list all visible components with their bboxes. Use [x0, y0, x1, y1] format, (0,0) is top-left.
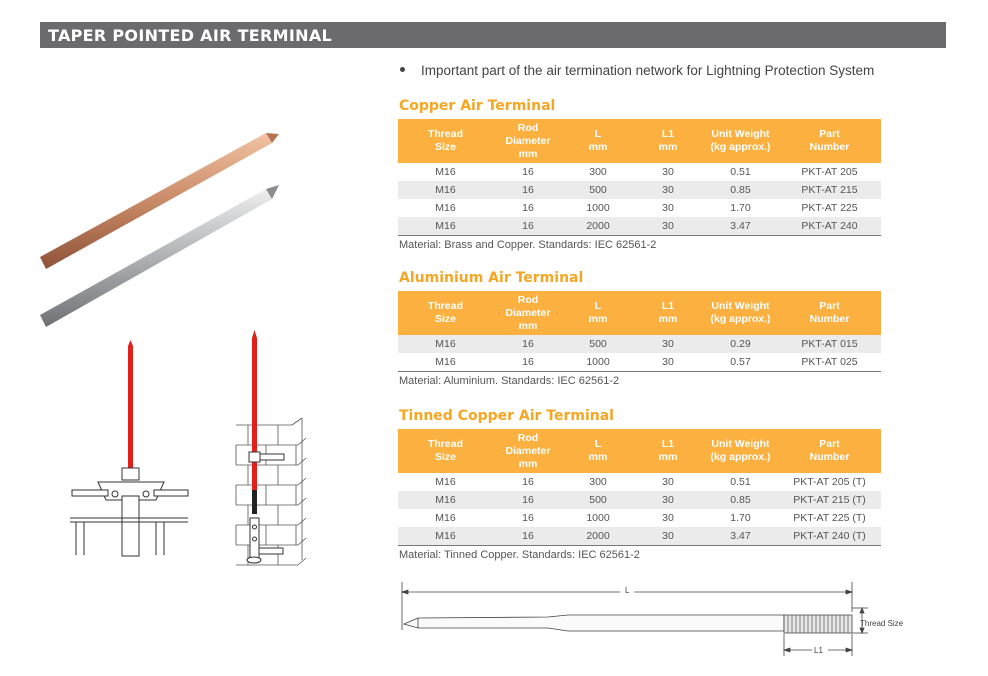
table-row: M16 16 500 30 0.29 PKT-AT 015	[398, 335, 881, 353]
table-row: M16 16 1000 30 1.70 PKT-AT 225	[435, 202, 858, 214]
dimension-label-l: L	[625, 586, 630, 595]
page-title: TAPER POINTED AIR TERMINAL	[48, 26, 333, 45]
material-note-aluminium: Material: Aluminium. Standards: IEC 62561-2	[399, 375, 620, 387]
col-header-thread: Thread Size	[398, 119, 493, 163]
table-row: M16 16 500 30 0.85 PKT-AT 215 (T)	[398, 491, 881, 509]
dimension-diagram	[398, 580, 918, 665]
aluminium-rod	[40, 185, 279, 327]
aluminium-spec-table	[398, 291, 881, 372]
table-row: M16 16 300 30 0.51 PKT-AT 205 (T)	[435, 476, 866, 488]
table-row: M16 16 500 30 0.85 PKT-AT 215	[398, 181, 881, 199]
col-header-rod: Rod Diameter mm	[493, 119, 563, 163]
tinned-spec-table	[398, 429, 881, 546]
bullet-dot-icon	[400, 67, 405, 72]
rods-illustration	[30, 125, 290, 335]
table-row: M16 16 2000 30 3.47 PKT-AT 240 (T)	[398, 527, 881, 546]
intro-text: Important part of the air termination network for Lightning Protection System	[421, 63, 875, 78]
material-note-tinned: Material: Tinned Copper. Standards: IEC 62561-2	[399, 549, 640, 561]
col-header-l: L mm	[563, 119, 633, 163]
mounting-illustration-flat	[70, 340, 190, 560]
table-header-row	[398, 119, 881, 163]
dimension-label-l1: L1	[814, 646, 823, 655]
dimension-label-thread: Thread Size	[860, 619, 904, 628]
intro-bullet	[400, 63, 874, 78]
section-title-copper: Copper Air Terminal	[399, 98, 556, 114]
page-header-bar	[40, 22, 946, 48]
copper-spec-table	[398, 119, 881, 236]
table-row: M16 16 1000 30 0.57 PKT-AT 025	[398, 353, 881, 372]
table-row: M16 16 2000 30 3.47 PKT-AT 240	[398, 217, 881, 236]
table-header-row: Thread Size Rod Diameter mm L mm L1 mm Unit Weight (kg approx.) Part Number	[398, 291, 881, 335]
section-title-tinned: Tinned Copper Air Terminal	[399, 408, 614, 424]
mounting-illustration-wall	[232, 330, 312, 580]
col-header-part: Part Number	[778, 119, 881, 163]
table-row: M16 16 300 30 0.51 PKT-AT 205	[435, 166, 858, 178]
table-header-row: Thread Size Rod Diameter mm L mm L1 mm Unit Weight (kg approx.) Part Number	[398, 429, 881, 473]
section-title-aluminium: Aluminium Air Terminal	[399, 270, 584, 286]
table-row: M16 16 1000 30 1.70 PKT-AT 225 (T)	[435, 512, 866, 524]
col-header-weight: Unit Weight (kg approx.)	[703, 119, 778, 163]
col-header-l1: L1 mm	[633, 119, 703, 163]
material-note-copper: Material: Brass and Copper. Standards: IEC 62561-2	[399, 239, 657, 251]
